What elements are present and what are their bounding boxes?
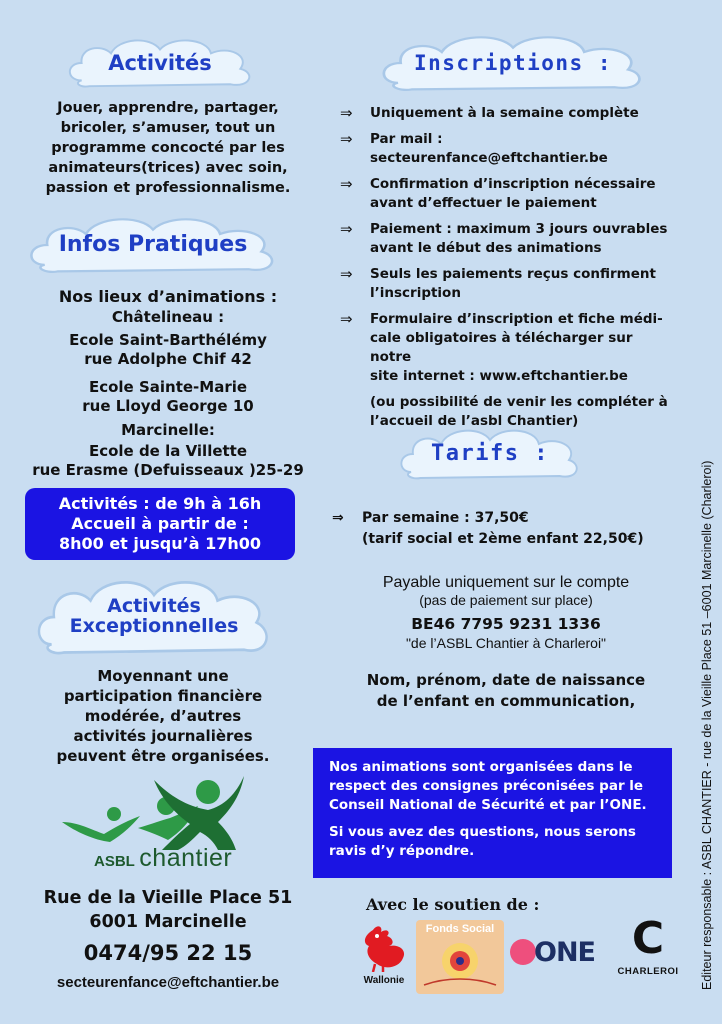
charleroi-mark: C	[631, 913, 665, 964]
editor-responsible-line: Editeur responsable : ASBL CHANTIER - rue de la Vieille Place 51 –6001 Marcinelle (Charleroi)	[700, 460, 714, 990]
school-name: Ecole de la Villette	[88, 442, 248, 460]
logo-name: chantier	[139, 844, 233, 872]
asbl-chantier-logo	[58, 770, 254, 880]
lieux-title: Nos lieux d’animations :	[58, 287, 278, 306]
text-line: Moyennant une	[97, 667, 229, 685]
arrow-right-icon: ⇒	[332, 510, 344, 526]
cloud-heading-exceptionnelles	[32, 576, 276, 658]
payable-line: Payable uniquement sur le compte	[382, 574, 630, 591]
text-line: programme concocté par les	[51, 140, 285, 156]
arrow-right-icon: ⇒	[340, 176, 353, 193]
note-line: (ou possibilité de venir les compléter à	[370, 394, 668, 410]
notice-line: ravis d’y répondre.	[329, 843, 475, 859]
fonds-social-label: Fonds Social	[425, 923, 495, 935]
contact-email[interactable]: secteurenfance@eftchantier.be	[56, 974, 280, 991]
item-line: avant d’effectuer le paiement	[370, 195, 597, 211]
city-marcinelle: Marcinelle:	[121, 421, 215, 439]
list-item	[340, 130, 670, 168]
notice-line: Si vous avez des questions, nous serons	[329, 824, 636, 840]
list-item	[340, 220, 670, 258]
item-line: Par mail :	[370, 131, 443, 147]
rooster-icon	[359, 924, 409, 972]
school-address: rue Lloyd George 10	[82, 397, 254, 415]
list-item	[340, 265, 670, 303]
city-chatelineau: Châtelineau :	[111, 308, 225, 326]
charleroi-logo	[616, 914, 680, 984]
infos-pratiques-content	[20, 286, 316, 480]
heading-line: Activités	[107, 595, 201, 618]
arrow-right-icon: ⇒	[340, 311, 353, 328]
heading-infos-pratiques: Infos Pratiques	[58, 232, 248, 258]
item-line: Uniquement à la semaine complète	[370, 105, 639, 121]
item-line: avant le début des animations	[370, 240, 602, 256]
item-line: l’inscription	[370, 285, 461, 301]
arrow-right-icon: ⇒	[340, 105, 353, 122]
notice-box	[313, 748, 672, 878]
cloud-heading-activites	[62, 34, 258, 92]
one-label: ONE	[534, 936, 595, 968]
notice-line: Nos animations sont organisées dans le	[329, 759, 633, 775]
iban: BE46 7795 9231 1336	[411, 615, 601, 633]
arrow-right-icon: ⇒	[340, 221, 353, 238]
cloud-heading-infos	[24, 212, 282, 278]
address-line2: 6001 Marcinelle	[89, 912, 247, 932]
text-line: modérée, d’autres	[84, 707, 242, 725]
hours-line: Activités : de 9h à 16h	[58, 494, 262, 513]
heading-activites-exceptionnelles	[70, 597, 239, 637]
school-name: Ecole Sainte-Marie	[88, 378, 248, 396]
text-line: animateurs(trices) avec soin,	[48, 160, 288, 176]
school-address: rue Erasme (Defuisseaux )25-29	[32, 461, 304, 479]
heading-inscriptions: Inscriptions :	[413, 50, 612, 75]
contact-phone[interactable]: 0474/95 22 15	[83, 941, 253, 965]
communication-line: de l’enfant en communication,	[376, 692, 636, 710]
cloud-heading-tarifs	[396, 424, 584, 484]
cloud-heading-inscriptions	[376, 30, 650, 96]
exceptionnelles-description	[30, 666, 296, 766]
item-line-website[interactable]: site internet : www.eftchantier.be	[370, 368, 628, 384]
no-onsite-line: (pas de paiement sur place)	[419, 592, 593, 608]
note-line: l’accueil de l’asbl Chantier)	[370, 413, 579, 429]
wallonie-logo	[356, 924, 412, 992]
charleroi-label: CHARLEROI	[617, 966, 679, 977]
contact-address	[28, 886, 308, 994]
inscriptions-list	[340, 104, 670, 431]
list-item	[340, 104, 670, 123]
school-address: rue Adolphe Chif 42	[84, 350, 252, 368]
heading-activites: Activités	[108, 50, 212, 75]
item-line: Seuls les paiements reçus confirment	[370, 266, 656, 282]
logo-prefix: ASBL	[94, 853, 135, 870]
list-item	[340, 310, 670, 386]
hours-line: Accueil à partir de :	[71, 514, 249, 533]
text-line: bricoler, s’amuser, tout un	[60, 120, 276, 136]
text-line: peuvent être organisées.	[56, 747, 270, 765]
tarifs-price	[332, 508, 672, 550]
text-line: passion et professionnalisme.	[45, 180, 291, 196]
address-line1: Rue de la Vieille Place 51	[43, 888, 293, 908]
payment-info	[320, 573, 692, 712]
list-item	[340, 175, 670, 213]
notice-line: respect des consignes préconisées par le	[329, 778, 644, 794]
logo-text	[94, 844, 232, 873]
sun-emblem-icon	[416, 935, 504, 991]
school-name: Ecole Saint-Barthélémy	[69, 331, 267, 349]
price-line: Par semaine : 37,50€	[362, 510, 529, 526]
item-line: cale obligatoires à télécharger sur notre	[370, 330, 633, 365]
arrow-right-icon: ⇒	[340, 131, 353, 148]
item-line: Paiement : maximum 3 jours ouvrables	[370, 221, 668, 237]
hours-line: 8h00 et jusqu’à 17h00	[58, 534, 262, 553]
heading-tarifs: Tarifs :	[431, 441, 549, 467]
heading-line: Exceptionnelles	[69, 615, 239, 637]
one-circle-icon	[510, 939, 536, 965]
text-line: Jouer, apprendre, partager,	[57, 100, 279, 116]
item-line: Confirmation d’inscription nécessaire	[370, 176, 656, 192]
notice-line: Conseil National de Sécurité et par l’ONE.	[329, 797, 647, 813]
support-title: Avec le soutien de :	[366, 895, 540, 914]
chantier-figures-icon	[58, 770, 254, 850]
fonds-social-logo	[416, 920, 504, 994]
text-line: participation financière	[63, 687, 263, 705]
item-line: Formulaire d’inscription et fiche médi-	[370, 311, 663, 327]
arrow-right-icon: ⇒	[340, 266, 353, 283]
communication-line: Nom, prénom, date de naissance	[366, 671, 646, 689]
text-line: activités journalières	[73, 727, 253, 745]
item-line-email[interactable]: secteurenfance@eftchantier.be	[370, 150, 608, 166]
hours-box	[25, 488, 295, 560]
one-logo	[510, 932, 602, 972]
account-name: "de l’ASBL Chantier à Charleroi"	[405, 635, 607, 651]
price-note: (tarif social et 2ème enfant 22,50€)	[362, 531, 644, 547]
activites-description	[30, 98, 306, 198]
wallonie-label: Wallonie	[363, 975, 405, 986]
